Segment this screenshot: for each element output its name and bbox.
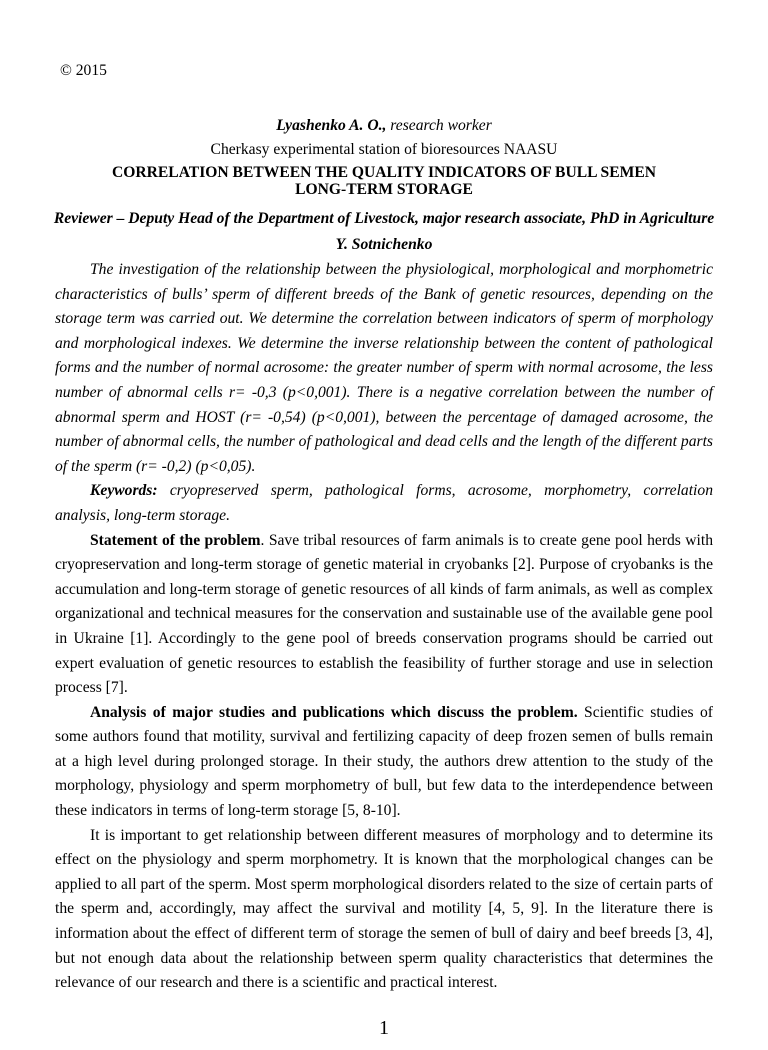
keywords-label: Keywords: xyxy=(90,482,158,500)
copyright: © 2015 xyxy=(60,62,107,79)
analysis-heading: Analysis of major studies and publications which discuss the problem. xyxy=(90,703,578,721)
abstract: The investigation of the relationship between the physiological, morphological and morphometric characteristics of bulls’ sperm of different breeds of the Bank of genetic resources, depending on the storage term was carried out. We determine the correlation between indicators of sperm of morphology and morphological indexes. We determine the inverse relationship between the content of pathological forms and the number of normal acrosome: the greater number of sperm with normal acrosome, the less number of abnormal cells r= -0,3 (p<0,001). There is a negative correlation between the number of abnormal sperm and HOST (r= -0,54) (p<0,001), between the percentage of damaged acrosome, the number of abnormal cells, the number of pathological and dead cells and the length of the different parts of the sperm (r= -0,2) (p<0,05). xyxy=(55,261,713,475)
author-role: research worker xyxy=(386,117,492,134)
keywords xyxy=(55,479,713,528)
title-line-1: CORRELATION BETWEEN THE QUALITY INDICATORS OF BULL SEMEN xyxy=(111,164,657,181)
keywords-text: cryopreserved sperm, pathological forms, acrosome, morphometry, correlation analysis, long-term storage. xyxy=(55,482,713,524)
reviewer: Reviewer – Deputy Head of the Department of Livestock, major research associate, PhD in Agriculture xyxy=(53,210,715,227)
page-number: 1 xyxy=(379,1016,389,1039)
affiliation: Cherkasy experimental station of bioresources NAASU xyxy=(210,141,558,158)
problem-heading: Statement of the problem xyxy=(90,531,261,549)
paragraph-analysis xyxy=(55,701,713,824)
problem-text: . Save tribal resources of farm animals is to create gene pool herds with cryopreservation and long-term storage of genetic material in cryobanks [2]. Purpose of cryobanks is the accumulation and long-term storage of genetic resources of all kinds of farm animals, as well as complex organizational and technical measures for the conservation and sustainable use of the available gene pool in Ukraine [1]. Accordingly to the gene pool of breeds conservation programs should be carried out expert evaluation of genetic resources to establish the feasibility of further storage and use in selection process [7]. xyxy=(55,531,713,697)
title-line-2: LONG-TERM STORAGE xyxy=(295,181,473,198)
paragraph-relationship: It is important to get relationship between different measures of morphology and to determine its effect on the physiology and sperm morphometry. It is known that the morphological changes can be applied to all part of the sperm. Most sperm morphological disorders related to the size of certain parts of the sperm and, accordingly, may affect the survival and motility [4, 5, 9]. In the literature there is information about the effect of different term of storage the semen of bull of dairy and beef breeds [3, 4], but not enough data about the relationship between sperm quality characteristics that determines the relevance of our research and there is a scientific and practical interest. xyxy=(55,826,713,992)
body-text xyxy=(55,0,713,996)
paragraph-problem xyxy=(55,529,713,701)
analysis-text: Scientific studies of some authors found that motility, survival and fertilizing capacity of deep frozen semen of bulls remain at a high level during prolonged storage. In their study, the authors drew attention to the study of the morphology, physiology and sperm morphometry of bull, but few data to the interdependence between these indicators in terms of long-term storage [5, 8-10]. xyxy=(55,703,713,820)
reviewer-name: Y. Sotnichenko xyxy=(335,236,433,253)
author-name: Lyashenko A. O., xyxy=(276,117,387,134)
